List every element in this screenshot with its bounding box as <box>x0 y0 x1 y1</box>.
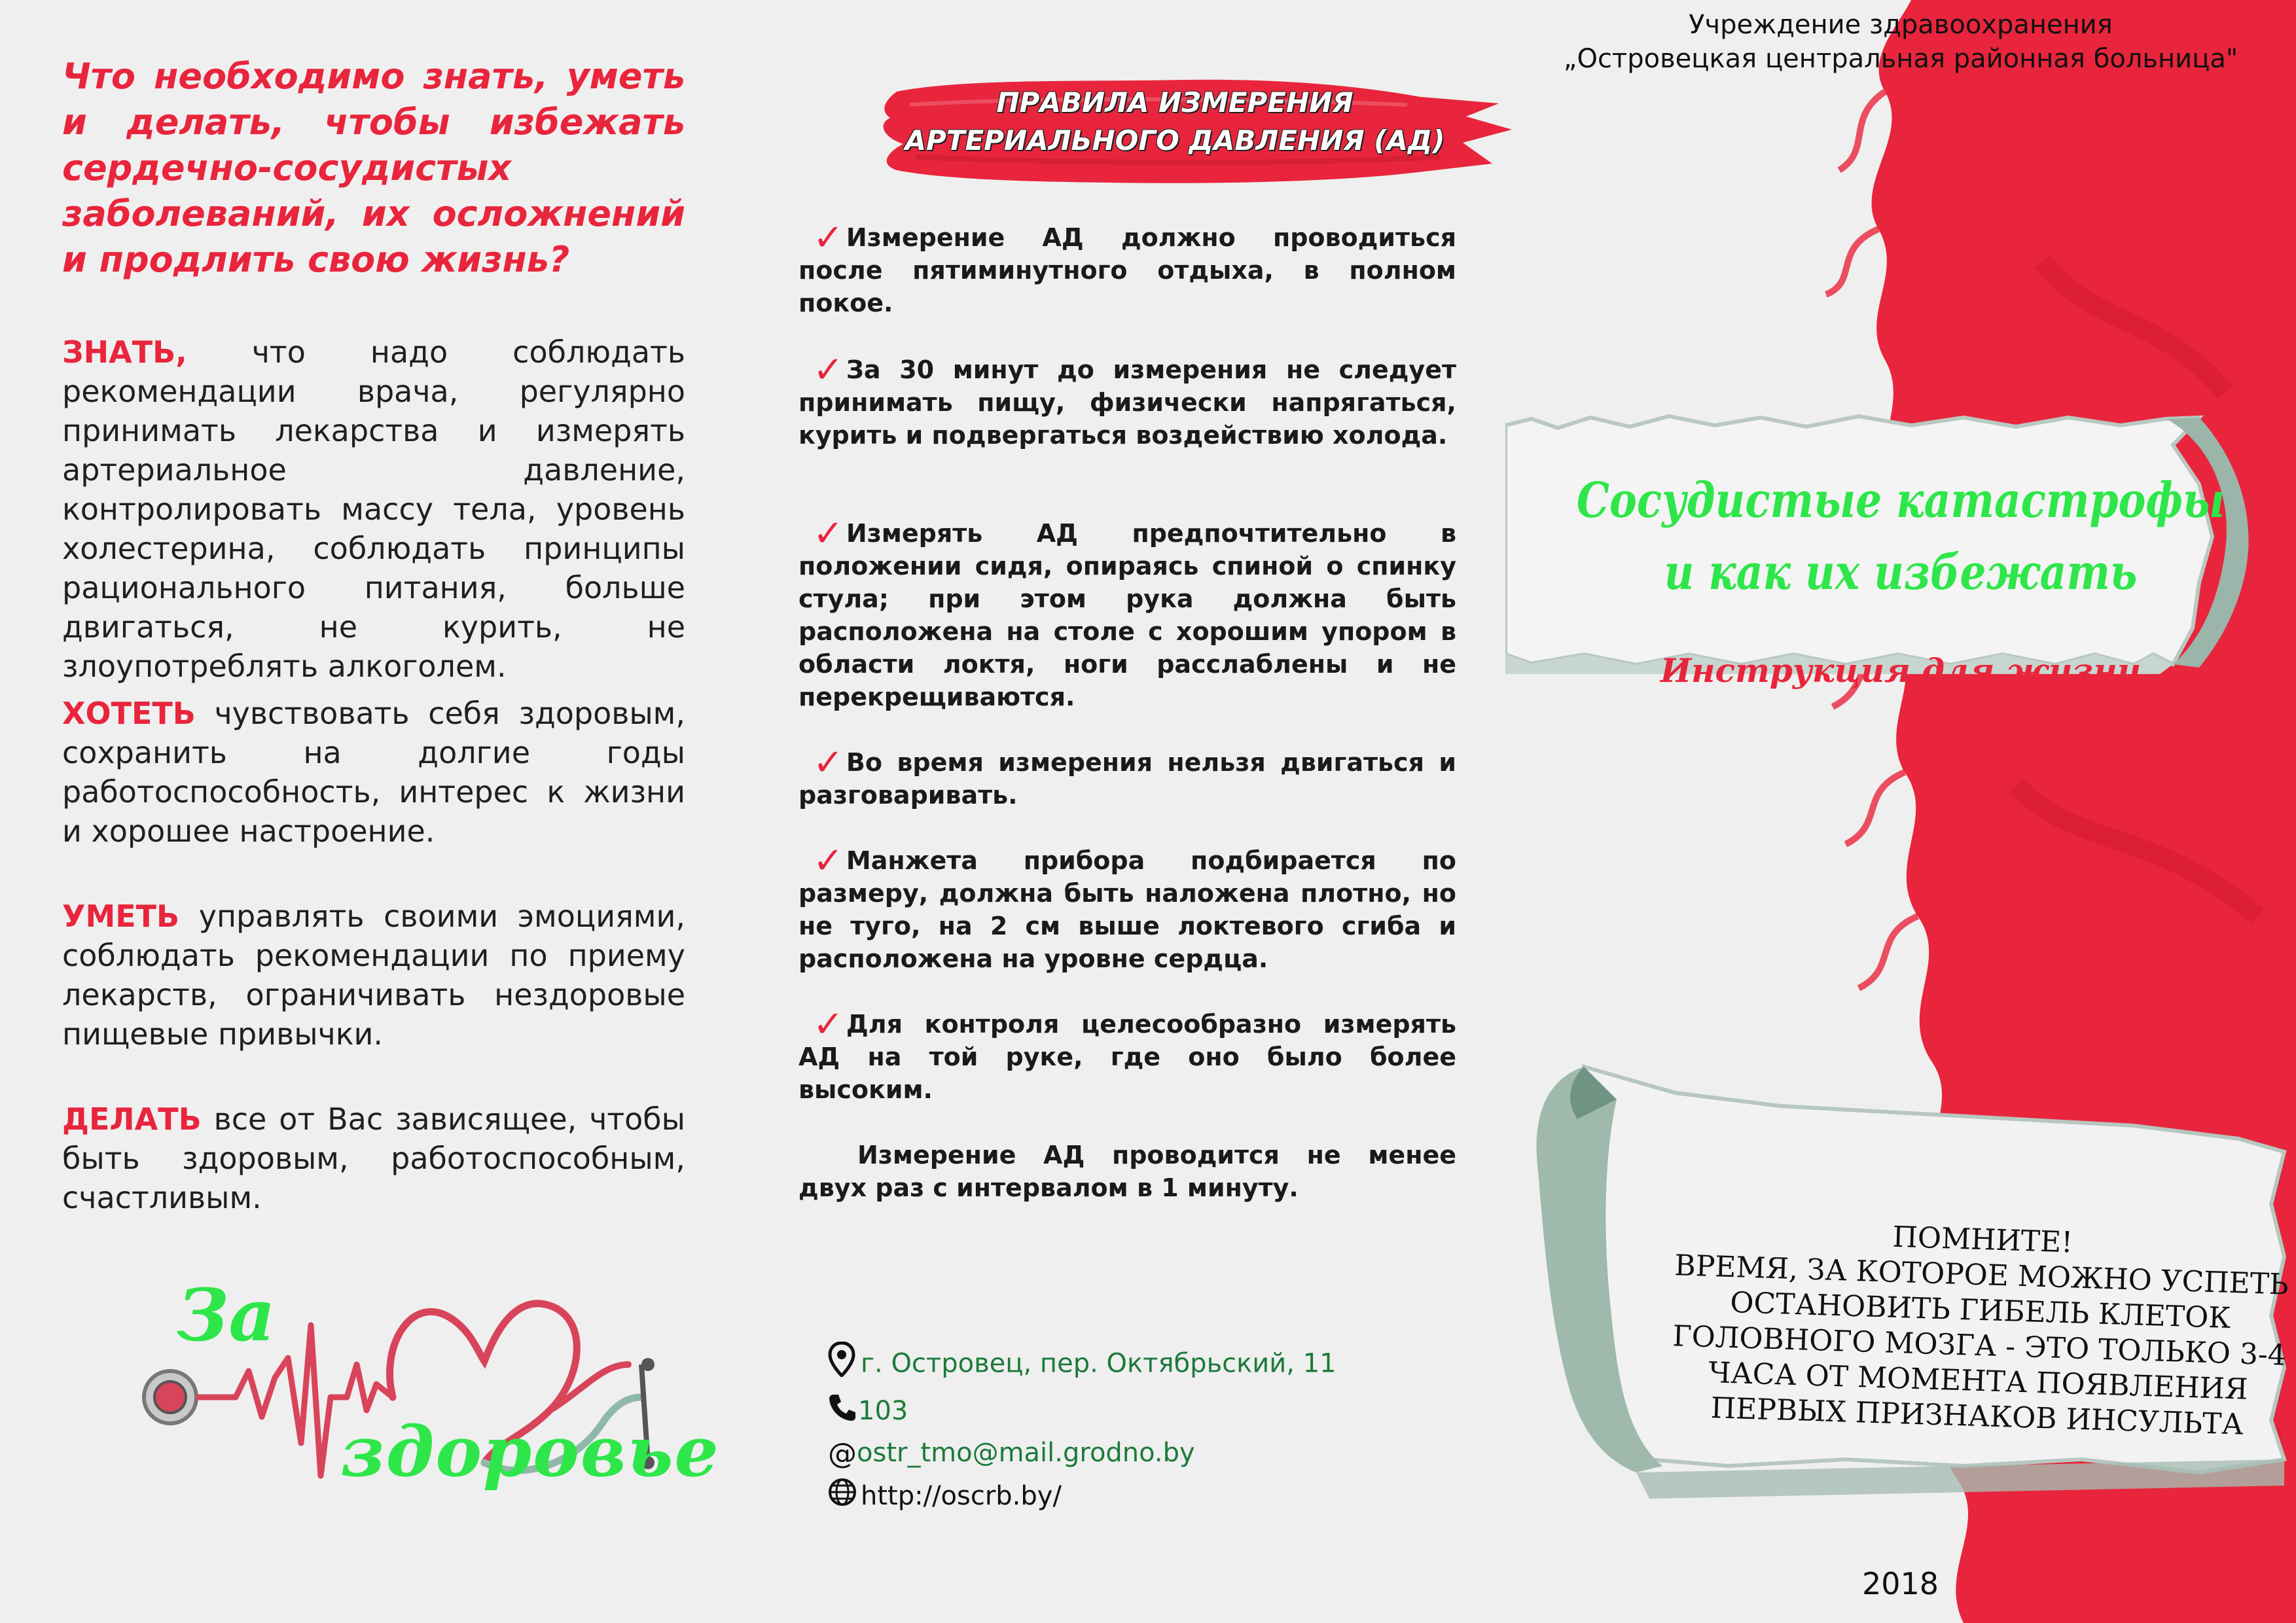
contact-phone <box>828 1391 908 1431</box>
keyword-delat: ДЕЛАТЬ <box>62 1101 202 1137</box>
banner-line-1: ПРАВИЛА ИЗМЕРЕНИЯ <box>996 86 1354 118</box>
rule-item <box>798 741 1456 812</box>
keyword-znat: ЗНАТЬ, <box>62 334 187 370</box>
remember-heading: ПОМНИТЕ! <box>1892 1220 2073 1260</box>
rule-item <box>798 349 1456 452</box>
rule-item <box>798 217 1456 319</box>
phone-icon <box>828 1393 858 1433</box>
paragraph-hotet-text: чувствовать себя здоровым, сохранить на долгие годы работоспособность, интерес к жизни и хорошее настроение. <box>62 696 685 849</box>
check-icon: ✓ <box>813 217 844 259</box>
left-panel <box>0 0 753 1623</box>
left-title: Что необходимо знать, уметь и делать, чтобы избежать сердечно-сосудистых заболеваний, их осложнений и продлить свою жизнь? <box>62 56 685 280</box>
rule-item <box>798 1003 1456 1106</box>
rule-text: За 30 минут до измерения не следует принимать пищу, физически напрягаться, курить и подвергаться воздействию холода. <box>798 355 1456 450</box>
stroke-reminder <box>1669 1213 2291 1444</box>
check-icon: ✓ <box>813 1003 844 1046</box>
note-text: Измерение АД проводится не менее двух раз с интервалом в 1 минуту. <box>798 1141 1456 1202</box>
rule-text: Измерение АД должно проводиться после пятиминутного отдыха, в полном покое. <box>798 223 1456 317</box>
at-sign-icon: @ <box>828 1437 857 1471</box>
rule-text: Манжета прибора подбирается по размеру, должна быть наложена плотно, но не туго, на 2 см выше локтевого сгиба и расположена на уровне сердца. <box>798 846 1456 973</box>
phone-text[interactable]: 103 <box>858 1396 908 1426</box>
rule-text: Во время измерения нельзя двигаться и разговаривать. <box>798 748 1456 810</box>
location-pin-icon <box>828 1342 861 1388</box>
measurement-note <box>798 1139 1456 1204</box>
right-panel <box>1505 0 2296 1623</box>
contact-address <box>828 1342 1336 1381</box>
remember-text: ВРЕМЯ, ЗА КОТОРОЕ МОЖНО УСПЕТЬ ОСТАНОВИТЬ ГИБЕЛЬ КЛЕТОК ГОЛОВНОГО МОЗГА - ЭТО ТОЛЬКО 3-4 ЧАСА ОТ МОМЕНТА ПОЯВЛЕНИЯ ПЕРВЫХ ПРИЗНАКОВ ИНСУЛЬТА <box>1672 1249 2289 1442</box>
logo-text-za: За <box>177 1273 276 1357</box>
check-icon: ✓ <box>813 512 844 555</box>
contact-site <box>828 1476 1062 1516</box>
title-line-1: Сосудистые катастрофы <box>1576 473 2225 529</box>
site-link[interactable]: http://oscrb.by/ <box>861 1481 1062 1511</box>
brochure-subtitle: Инструкция для жизни <box>1660 651 2142 690</box>
rule-item <box>798 512 1456 713</box>
address-text: г. Островец, пер. Октябрьский, 11 <box>861 1348 1336 1379</box>
keyword-hotet: ХОТЕТЬ <box>62 696 196 731</box>
org-line-2: „Островецкая центральная районная больница" <box>1563 44 2238 74</box>
rule-text: Измерять АД предпочтительно в положении сидя, опираясь спиной о спинку стула; при этом рука должна быть расположена на столе с хорошим упором в области локтя, ноги расслаблены и не перекрещиваются. <box>798 519 1456 711</box>
rule-text: Для контроля целесообразно измерять АД на той руке, где оно было более высоким. <box>798 1010 1456 1104</box>
logo-text-zdorove: здоровье <box>340 1410 720 1492</box>
organization-name <box>1505 8 2296 76</box>
paragraph-umet-text: управлять своими эмоциями, соблюдать рекомендации по приему лекарств, ограничивать нездоровые пищевые привычки. <box>62 899 685 1052</box>
paragraph-hotet <box>62 694 685 851</box>
check-icon: ✓ <box>813 349 844 391</box>
rules-banner-title <box>818 84 1532 160</box>
email-text[interactable]: ostr_tmo@mail.grodno.by <box>857 1438 1195 1468</box>
globe-icon <box>828 1478 861 1518</box>
paragraph-delat <box>62 1099 685 1217</box>
brochure-title <box>1565 465 2237 609</box>
org-line-1: Учреждение здравоохранения <box>1689 10 2113 40</box>
title-line-2: и как их избежать <box>1664 544 2138 601</box>
paragraph-znat-text: что надо соблюдать рекомендации врача, регулярно принимать лекарства и измерять артериальное давление, контролировать массу тела, уровень холестерина, соблюдать принципы рационального питания, больше двигаться, не курить, не злоупотреблять алкоголем. <box>62 334 685 684</box>
keyword-umet: УМЕТЬ <box>62 899 180 934</box>
paragraph-umet <box>62 897 685 1054</box>
check-icon: ✓ <box>813 840 844 882</box>
za-zdorove-logo <box>131 1247 720 1548</box>
contact-email <box>828 1433 1195 1472</box>
middle-panel <box>753 0 1505 1623</box>
paragraph-znat <box>62 332 685 686</box>
paragraph-delat-text: все от Вас зависящее, чтобы быть здоровым, работоспособным, счастливым. <box>62 1101 685 1215</box>
check-icon: ✓ <box>813 741 844 784</box>
banner-line-2: АРТЕРИАЛЬНОГО ДАВЛЕНИЯ (АД) <box>905 124 1445 156</box>
publication-year: 2018 <box>1862 1566 1939 1601</box>
rule-item <box>798 840 1456 975</box>
